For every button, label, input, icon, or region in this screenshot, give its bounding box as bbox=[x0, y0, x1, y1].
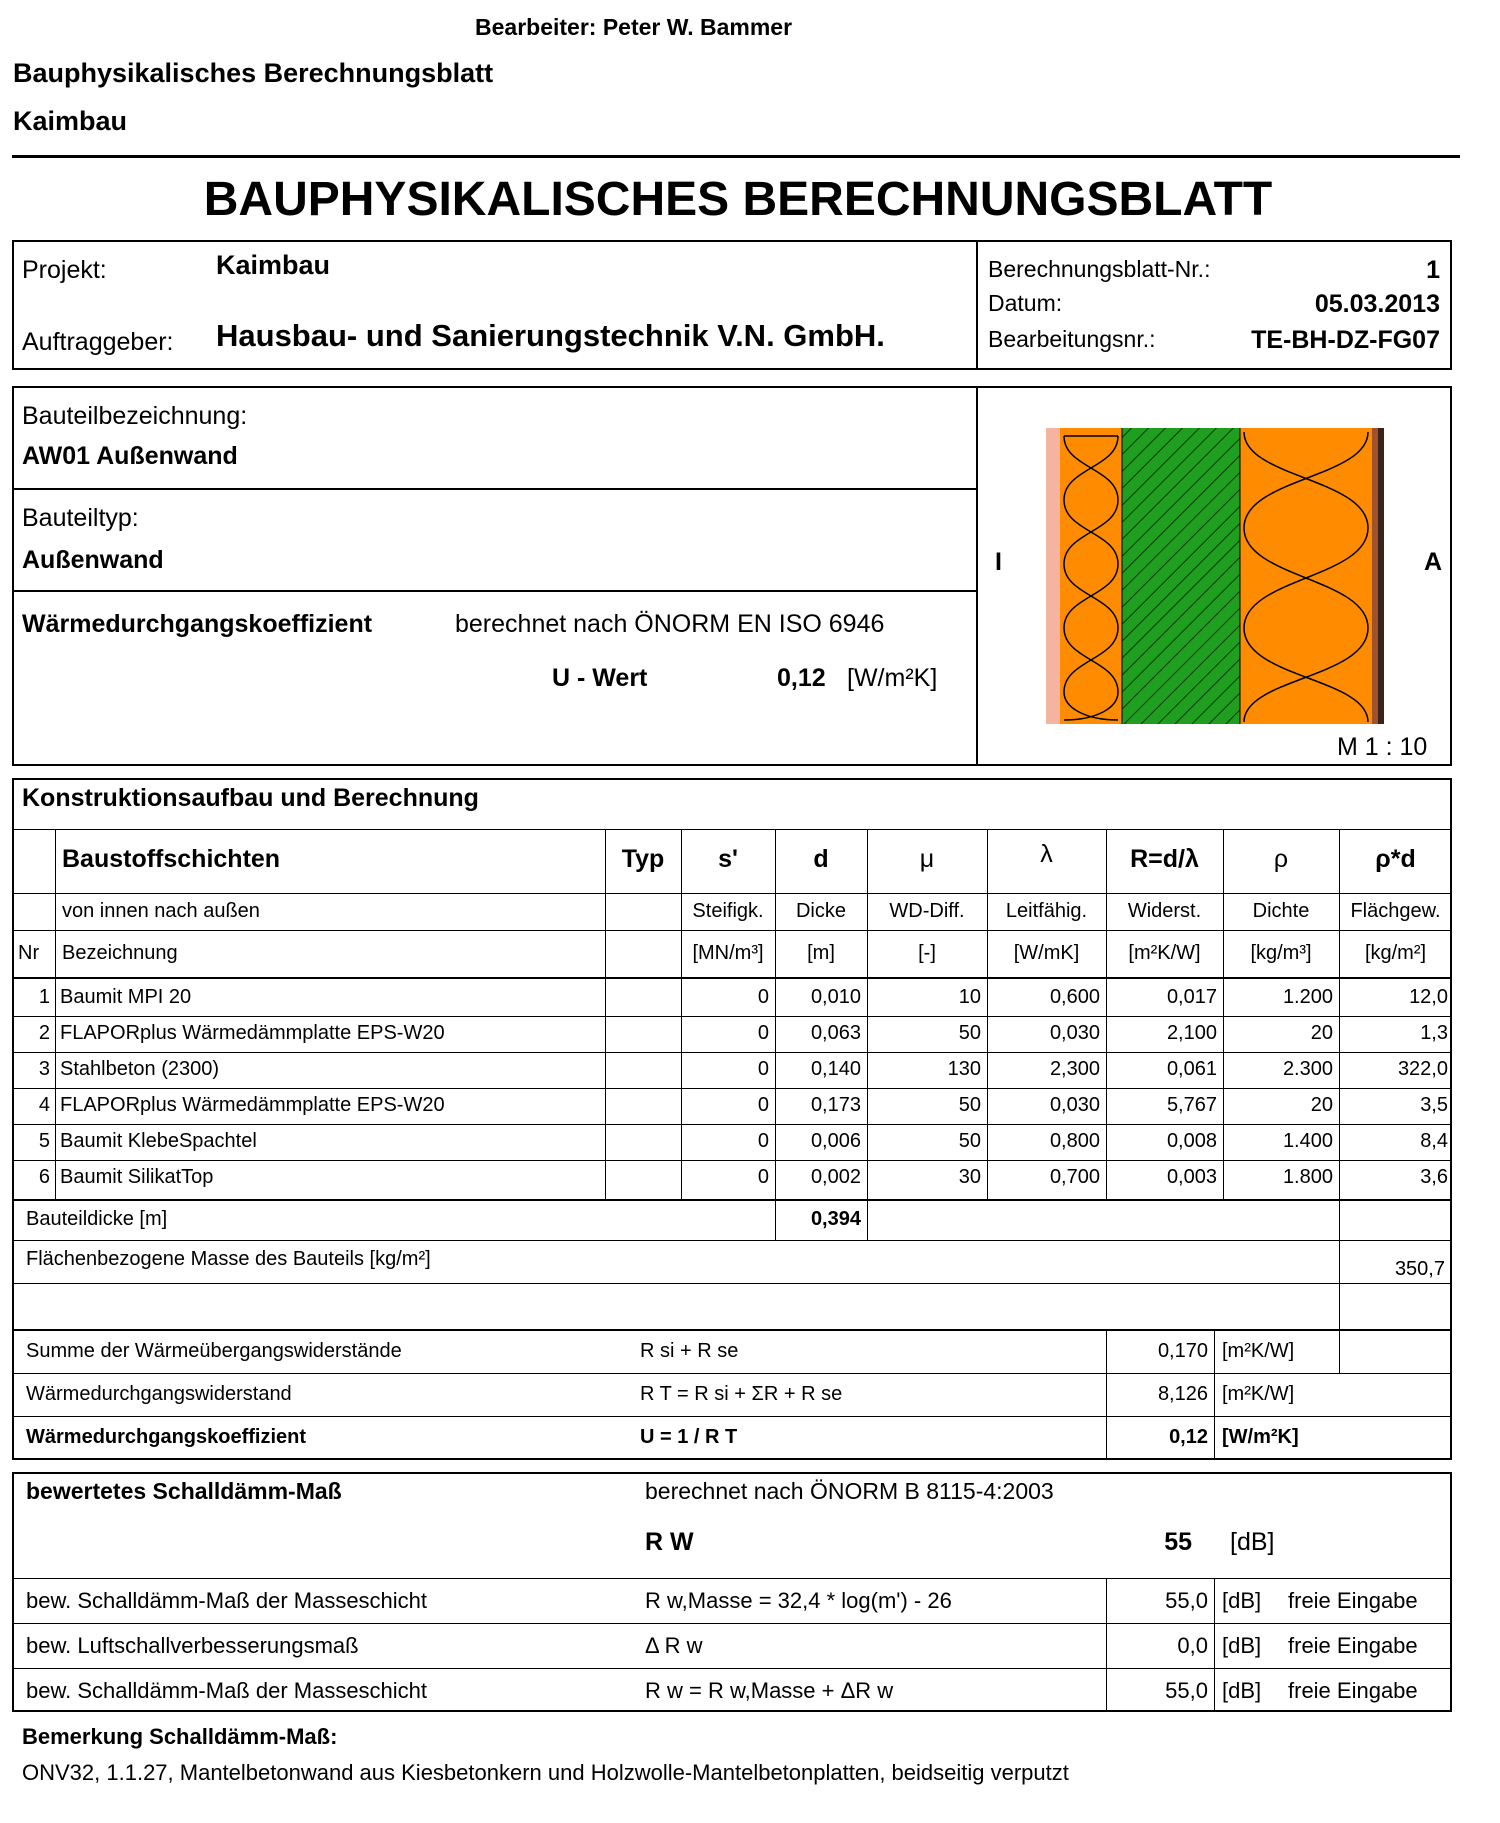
layer-row-4-nr: 4 bbox=[38, 1094, 50, 1116]
layer-insulation-inner bbox=[1060, 428, 1122, 724]
rt-formula: R T = R si + ΣR + R se bbox=[640, 1383, 843, 1405]
projekt-value: Kaimbau bbox=[216, 250, 331, 280]
layer-concrete bbox=[1122, 428, 1240, 724]
rt-label: Wärmedurchgangswiderstand bbox=[26, 1383, 292, 1405]
layer-row-4-d: 0,173 bbox=[810, 1094, 861, 1116]
col-header-d: d bbox=[813, 845, 829, 873]
sound-row-2-value: 0,0 bbox=[1177, 1633, 1208, 1658]
u-result-unit: [W/m²K] bbox=[1222, 1426, 1299, 1448]
layer-row-6-nr: 6 bbox=[38, 1166, 50, 1188]
u-unit: [W/m²K] bbox=[847, 664, 938, 692]
auftraggeber-value: Hausbau- und Sanierungstechnik V.N. GmbH. bbox=[216, 318, 885, 353]
layer-row-5-mu: 50 bbox=[958, 1130, 981, 1152]
layer-row-5-s: 0 bbox=[757, 1130, 769, 1152]
layer-row-3-lambda: 2,300 bbox=[1049, 1058, 1100, 1080]
summe-label: Summe der Wärmeübergangswiderstände bbox=[26, 1340, 402, 1362]
layer-row-2-lambda: 0,030 bbox=[1049, 1022, 1100, 1044]
sound-row-1-formula: R w,Masse = 32,4 * log(m') - 26 bbox=[645, 1588, 952, 1613]
side-inner-label: I bbox=[995, 548, 1002, 576]
u-value: 0,12 bbox=[777, 664, 826, 692]
u-label: U - Wert bbox=[552, 664, 648, 692]
layer-row-1-lambda: 0,600 bbox=[1049, 986, 1100, 1008]
sound-row-1-note: freie Eingabe bbox=[1288, 1588, 1418, 1613]
u-result-value: 0,12 bbox=[1169, 1426, 1208, 1448]
subheader-rhod: Flächgew. bbox=[1350, 900, 1441, 922]
layer-row-2-mu: 50 bbox=[958, 1022, 981, 1044]
sound-row-1-value: 55,0 bbox=[1165, 1588, 1208, 1613]
layer-row-6-rho: 1.800 bbox=[1282, 1166, 1333, 1188]
layer-row-1-rhod: 12,0 bbox=[1409, 986, 1448, 1008]
layer-row-3-r: 0,061 bbox=[1166, 1058, 1217, 1080]
sound-remark-title: Bemerkung Schalldämm-Maß: bbox=[22, 1724, 338, 1749]
layer-row-6-r: 0,003 bbox=[1166, 1166, 1217, 1188]
sound-title: bewertetes Schalldämm-Maß bbox=[26, 1478, 342, 1504]
sound-row-1-label: bew. Schalldämm-Maß der Masseschicht bbox=[26, 1588, 428, 1613]
layer-row-2-r: 2,100 bbox=[1166, 1022, 1217, 1044]
sound-row-3-note: freie Eingabe bbox=[1288, 1678, 1418, 1703]
col-header-typ: Typ bbox=[621, 845, 665, 873]
unit-r: [m²K/W] bbox=[1128, 942, 1201, 964]
layer-row-1-name: Baumit MPI 20 bbox=[60, 986, 192, 1008]
sound-row-2-note: freie Eingabe bbox=[1288, 1633, 1418, 1658]
layer-row-2-d: 0,063 bbox=[810, 1022, 861, 1044]
layer-row-1-mu: 10 bbox=[958, 986, 981, 1008]
layer-row-3-mu: 130 bbox=[947, 1058, 981, 1080]
blatt-label: Berechnungsblatt-Nr.: bbox=[988, 256, 1211, 282]
side-outer-label: A bbox=[1424, 548, 1443, 576]
unit-nr: Nr bbox=[18, 942, 40, 964]
layer-row-5-rho: 1.400 bbox=[1282, 1130, 1333, 1152]
sound-rw-value: 55 bbox=[1164, 1528, 1192, 1556]
typ-value: Außenwand bbox=[22, 546, 164, 574]
layer-row-6-lambda: 0,700 bbox=[1049, 1166, 1100, 1188]
layer-row-3-rho: 2.300 bbox=[1282, 1058, 1333, 1080]
u-norm: berechnet nach ÖNORM EN ISO 6946 bbox=[455, 610, 885, 638]
u-result-formula: U = 1 / R T bbox=[640, 1426, 738, 1448]
col-header-s: s' bbox=[718, 845, 738, 873]
projekt-label: Projekt: bbox=[22, 256, 107, 284]
layer-row-1-s: 0 bbox=[757, 986, 769, 1008]
main-title: BAUPHYSIKALISCHES BERECHNUNGSBLATT bbox=[203, 173, 1273, 226]
layer-row-2-rhod: 1,3 bbox=[1420, 1022, 1448, 1044]
sound-rw-unit: [dB] bbox=[1230, 1528, 1275, 1556]
layer-row-1-rho: 1.200 bbox=[1282, 986, 1333, 1008]
layer-adhesive bbox=[1372, 428, 1378, 724]
typ-label: Bauteiltyp: bbox=[22, 504, 139, 532]
subheader-d: Dicke bbox=[795, 900, 846, 922]
col-header-lambda: λ bbox=[1040, 840, 1053, 868]
blatt-value: 1 bbox=[1426, 256, 1440, 284]
layer-row-3-s: 0 bbox=[757, 1058, 769, 1080]
layer-row-1-d: 0,010 bbox=[810, 986, 861, 1008]
layer-row-4-mu: 50 bbox=[958, 1094, 981, 1116]
layer-row-5-name: Baumit KlebeSpachtel bbox=[60, 1130, 257, 1152]
sound-row-1-unit: [dB] bbox=[1222, 1588, 1262, 1613]
bearbeitungsnr-value: TE-BH-DZ-FG07 bbox=[1251, 326, 1440, 354]
layer-plaster-inner bbox=[1046, 428, 1060, 724]
sound-row-3-formula: R w = R w,Masse + ΔR w bbox=[645, 1678, 894, 1703]
bezeichnung-value: AW01 Außenwand bbox=[22, 442, 238, 470]
layer-row-2-name: FLAPORplus Wärmedämmplatte EPS-W20 bbox=[60, 1022, 445, 1044]
layer-row-5-lambda: 0,800 bbox=[1049, 1130, 1100, 1152]
unit-d: [m] bbox=[807, 942, 835, 964]
layer-row-6-s: 0 bbox=[757, 1166, 769, 1188]
rt-value: 8,126 bbox=[1157, 1383, 1208, 1405]
auftraggeber-label: Auftraggeber: bbox=[22, 328, 174, 356]
u-result-label: Wärmedurchgangskoeffizient bbox=[26, 1426, 307, 1448]
layer-insulation-outer bbox=[1240, 428, 1372, 724]
construction-title: Konstruktionsaufbau und Berechnung bbox=[22, 784, 479, 812]
wall-section-drawing bbox=[1046, 428, 1386, 724]
layer-finish bbox=[1378, 428, 1384, 724]
subheader-lambda: Leitfähig. bbox=[1005, 900, 1088, 922]
layer-row-3-nr: 3 bbox=[38, 1058, 50, 1080]
layer-row-6-name: Baumit SilikatTop bbox=[60, 1166, 214, 1188]
rt-unit: [m²K/W] bbox=[1222, 1383, 1295, 1405]
sound-row-3-value: 55,0 bbox=[1165, 1678, 1208, 1703]
sound-row-3-unit: [dB] bbox=[1222, 1678, 1262, 1703]
col-header-rhod: ρ*d bbox=[1375, 845, 1416, 873]
layer-row-4-rhod: 3,5 bbox=[1420, 1094, 1448, 1116]
layer-row-2-nr: 2 bbox=[38, 1022, 50, 1044]
sound-row-2-unit: [dB] bbox=[1222, 1633, 1262, 1658]
layer-row-5-d: 0,006 bbox=[810, 1130, 861, 1152]
layer-row-4-r: 5,767 bbox=[1166, 1094, 1217, 1116]
header-rule bbox=[12, 155, 1460, 158]
datum-value: 05.03.2013 bbox=[1314, 290, 1440, 318]
u-title: Wärmedurchgangskoeffizient bbox=[22, 610, 373, 638]
sound-rw-label: R W bbox=[645, 1528, 694, 1556]
layer-row-6-d: 0,002 bbox=[810, 1166, 861, 1188]
layer-row-2-s: 0 bbox=[757, 1022, 769, 1044]
subheader-mu: WD-Diff. bbox=[889, 900, 965, 922]
col-header-baustoffschichten: Baustoffschichten bbox=[62, 845, 281, 873]
layer-row-4-s: 0 bbox=[757, 1094, 769, 1116]
col-header-r: R=d/λ bbox=[1130, 845, 1199, 873]
summe-unit: [m²K/W] bbox=[1222, 1340, 1295, 1362]
subheader-von-innen: von innen nach außen bbox=[62, 900, 260, 922]
bauteildicke-value: 0,394 bbox=[810, 1208, 861, 1230]
layer-row-4-lambda: 0,030 bbox=[1049, 1094, 1100, 1116]
col-header-mu: μ bbox=[919, 845, 935, 873]
sheet-title: Bauphysikalisches Berechnungsblatt bbox=[13, 58, 494, 88]
summe-formula: R si + R se bbox=[640, 1340, 739, 1362]
summe-value: 0,170 bbox=[1157, 1340, 1208, 1362]
layer-row-1-nr: 1 bbox=[38, 986, 50, 1008]
subheader-r: Widerst. bbox=[1127, 900, 1202, 922]
layer-row-1-r: 0,017 bbox=[1166, 986, 1217, 1008]
layer-row-6-mu: 30 bbox=[958, 1166, 981, 1188]
layer-row-4-rho: 20 bbox=[1310, 1094, 1333, 1116]
scale-label: M 1 : 10 bbox=[1337, 733, 1428, 761]
col-header-rho: ρ bbox=[1273, 845, 1289, 873]
unit-mu: [-] bbox=[918, 942, 936, 964]
sound-row-2-formula: Δ R w bbox=[645, 1633, 703, 1658]
masse-label: Flächenbezogene Masse des Bauteils [kg/m²] bbox=[26, 1248, 431, 1270]
layer-row-3-rhod: 322,0 bbox=[1397, 1058, 1448, 1080]
datum-label: Datum: bbox=[988, 290, 1063, 316]
unit-lambda: [W/mK] bbox=[1013, 942, 1080, 964]
unit-s: [MN/m³] bbox=[692, 942, 764, 964]
unit-bezeichnung: Bezeichnung bbox=[62, 942, 178, 964]
bearbeitungsnr-label: Bearbeitungsnr.: bbox=[988, 326, 1156, 352]
subheader-rho: Dichte bbox=[1252, 900, 1310, 922]
layer-row-6-rhod: 3,6 bbox=[1420, 1166, 1448, 1188]
sound-norm: berechnet nach ÖNORM B 8115-4:2003 bbox=[645, 1478, 1054, 1504]
project-short: Kaimbau bbox=[13, 106, 128, 136]
unit-rho: [kg/m³] bbox=[1250, 942, 1312, 964]
sound-remark-text: ONV32, 1.1.27, Mantelbetonwand aus Kiesbetonkern und Holzwolle-Mantelbetonplatten, beidseitig verputzt bbox=[22, 1760, 1069, 1785]
sound-row-2-label: bew. Luftschallverbesserungsmaß bbox=[26, 1633, 359, 1658]
layer-row-5-nr: 5 bbox=[38, 1130, 50, 1152]
unit-rhod: [kg/m²] bbox=[1364, 942, 1427, 964]
layer-row-3-d: 0,140 bbox=[810, 1058, 861, 1080]
bearbeiter-line: Bearbeiter: Peter W. Bammer bbox=[475, 14, 793, 40]
subheader-s: Steifigk. bbox=[692, 900, 764, 922]
layer-row-3-name: Stahlbeton (2300) bbox=[60, 1058, 220, 1080]
layer-row-5-rhod: 8,4 bbox=[1420, 1130, 1448, 1152]
layer-row-2-rho: 20 bbox=[1310, 1022, 1333, 1044]
bauteildicke-label: Bauteildicke [m] bbox=[26, 1208, 168, 1230]
layer-row-4-name: FLAPORplus Wärmedämmplatte EPS-W20 bbox=[60, 1094, 445, 1116]
bezeichnung-label: Bauteilbezeichnung: bbox=[22, 402, 248, 430]
layer-row-5-r: 0,008 bbox=[1166, 1130, 1217, 1152]
sound-row-3-label: bew. Schalldämm-Maß der Masseschicht bbox=[26, 1678, 428, 1703]
masse-value: 350,7 bbox=[1394, 1258, 1445, 1280]
